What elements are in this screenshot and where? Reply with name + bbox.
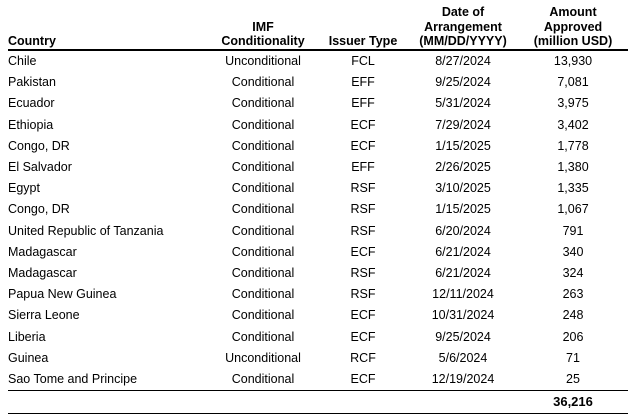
column-header-conditionality-line-1: IMF <box>252 19 274 34</box>
cell-conditionality: Conditional <box>231 244 295 259</box>
imf-arrangements-table <box>8 0 628 418</box>
total-row <box>8 391 628 414</box>
table-row <box>8 199 628 220</box>
cell-country: Sierra Leone <box>8 308 80 323</box>
cell-amount: 324 <box>562 266 584 281</box>
total-spacer-1 <box>208 391 318 414</box>
column-header-conditionality-line-2: Conditionality <box>221 34 305 49</box>
cell-date: 9/25/2024 <box>435 75 491 90</box>
cell-conditionality: Conditional <box>231 138 295 153</box>
cell-amount: 1,067 <box>557 202 589 217</box>
table-row <box>8 369 628 391</box>
cell-country: Pakistan <box>8 75 56 90</box>
cell-country: El Salvador <box>8 160 72 175</box>
cell-amount: 7,081 <box>557 75 589 90</box>
cell-issuer-type: RSF <box>350 287 376 302</box>
table-row <box>8 263 628 284</box>
cell-amount: 71 <box>566 350 580 365</box>
column-header-conditionality <box>208 0 318 50</box>
cell-date: 1/15/2025 <box>435 138 491 153</box>
cell-issuer-type: RSF <box>350 223 376 238</box>
table-body <box>8 50 628 391</box>
cell-conditionality: Conditional <box>231 75 295 90</box>
cell-conditionality: Conditional <box>231 266 295 281</box>
cell-issuer-type: ECF <box>350 117 376 132</box>
cell-date: 1/15/2025 <box>435 202 491 217</box>
cell-country: Sao Tome and Principe <box>8 372 138 387</box>
cell-issuer-type: ECF <box>350 329 376 344</box>
cell-issuer-type: RSF <box>350 266 376 281</box>
footer-rule <box>8 414 628 418</box>
cell-issuer-type: RCF <box>350 350 376 365</box>
column-header-date-line-3: (MM/DD/YYYY) <box>419 34 507 49</box>
table-row <box>8 136 628 157</box>
cell-date: 5/31/2024 <box>435 96 491 111</box>
cell-amount: 248 <box>562 308 584 323</box>
cell-country: Ethiopia <box>8 117 54 132</box>
cell-conditionality: Conditional <box>231 160 295 175</box>
table-row <box>8 348 628 369</box>
cell-conditionality: Conditional <box>231 117 295 132</box>
cell-issuer-type: FCL <box>318 50 408 72</box>
footer-rule-row <box>8 414 628 418</box>
cell-conditionality: Conditional <box>231 181 295 196</box>
cell-conditionality: Conditional <box>231 308 295 323</box>
total-label <box>8 391 208 414</box>
total-spacer-2 <box>318 391 408 414</box>
column-header-amount <box>518 0 628 50</box>
cell-date: 10/31/2024 <box>431 308 495 323</box>
cell-conditionality: Conditional <box>231 329 295 344</box>
cell-conditionality: Unconditional <box>208 50 318 72</box>
cell-country: Madagascar <box>8 266 77 281</box>
cell-amount: 340 <box>562 244 584 259</box>
column-header-date <box>408 0 518 50</box>
column-header-issuer-type <box>318 0 408 50</box>
cell-issuer-type: ECF <box>350 244 376 259</box>
cell-issuer-type: RSF <box>350 202 376 217</box>
cell-issuer-type: EFF <box>351 75 375 90</box>
cell-date: 5/6/2024 <box>438 350 488 365</box>
cell-country: Papua New Guinea <box>8 287 117 302</box>
table-row <box>8 221 628 242</box>
cell-issuer-type: EFF <box>351 96 375 111</box>
column-header-amount-line-1: Amount <box>549 5 597 20</box>
cell-amount: 3,975 <box>557 96 589 111</box>
cell-amount: 1,380 <box>557 160 589 175</box>
cell-amount: 3,402 <box>557 117 589 132</box>
column-header-issuer-type-line-1: Issuer Type <box>328 34 398 49</box>
column-header-country <box>8 0 208 50</box>
header-row <box>8 0 628 50</box>
cell-amount: 263 <box>562 287 584 302</box>
cell-country: Guinea <box>8 350 49 365</box>
total-amount: 36,216 <box>518 391 628 414</box>
column-header-date-line-2: Arrangement <box>424 19 502 34</box>
cell-amount: 791 <box>562 223 584 238</box>
cell-amount: 13,930 <box>518 50 628 72</box>
total-spacer-3 <box>408 391 518 414</box>
table-row <box>8 115 628 136</box>
column-header-amount-line-3: (million USD) <box>533 34 613 49</box>
table-row <box>8 157 628 178</box>
cell-issuer-type: ECF <box>350 308 376 323</box>
cell-date: 12/19/2024 <box>431 372 495 387</box>
cell-country: Madagascar <box>8 244 77 259</box>
cell-date: 2/26/2025 <box>435 160 491 175</box>
cell-country: Congo, DR <box>8 202 70 217</box>
table-header <box>8 0 628 50</box>
table-row <box>8 284 628 305</box>
table-row <box>8 50 628 72</box>
column-header-amount-line-2: Approved <box>543 19 603 34</box>
cell-issuer-type: EFF <box>351 160 375 175</box>
cell-country: Chile <box>8 50 208 72</box>
cell-issuer-type: RSF <box>350 181 376 196</box>
cell-date: 6/21/2024 <box>435 244 491 259</box>
cell-conditionality: Conditional <box>231 202 295 217</box>
cell-date: 6/21/2024 <box>435 266 491 281</box>
cell-date: 9/25/2024 <box>435 329 491 344</box>
cell-conditionality: Conditional <box>231 372 295 387</box>
cell-date: 8/27/2024 <box>408 50 518 72</box>
cell-country: Egypt <box>8 181 40 196</box>
cell-conditionality: Unconditional <box>225 350 301 365</box>
cell-conditionality: Conditional <box>231 96 295 111</box>
cell-amount: 1,778 <box>557 138 589 153</box>
cell-date: 3/10/2025 <box>435 181 491 196</box>
cell-country: Ecuador <box>8 96 55 111</box>
cell-conditionality: Conditional <box>231 287 295 302</box>
cell-issuer-type: ECF <box>350 372 376 387</box>
cell-country: Liberia <box>8 329 46 344</box>
table-row <box>8 93 628 114</box>
cell-date: 6/20/2024 <box>435 223 491 238</box>
column-header-country-line-1: Country <box>8 34 56 49</box>
cell-amount: 206 <box>562 329 584 344</box>
cell-country: United Republic of Tanzania <box>8 223 164 238</box>
table-row <box>8 72 628 93</box>
cell-date: 7/29/2024 <box>435 117 491 132</box>
table-row <box>8 178 628 199</box>
table-row <box>8 242 628 263</box>
cell-country: Congo, DR <box>8 138 70 153</box>
table-row <box>8 305 628 326</box>
column-header-date-line-1: Date of <box>441 5 485 20</box>
table-row <box>8 327 628 348</box>
cell-date: 12/11/2024 <box>432 287 494 302</box>
cell-issuer-type: ECF <box>350 138 376 153</box>
cell-conditionality: Conditional <box>231 223 295 238</box>
cell-amount: 25 <box>566 372 580 387</box>
cell-amount: 1,335 <box>557 181 589 196</box>
